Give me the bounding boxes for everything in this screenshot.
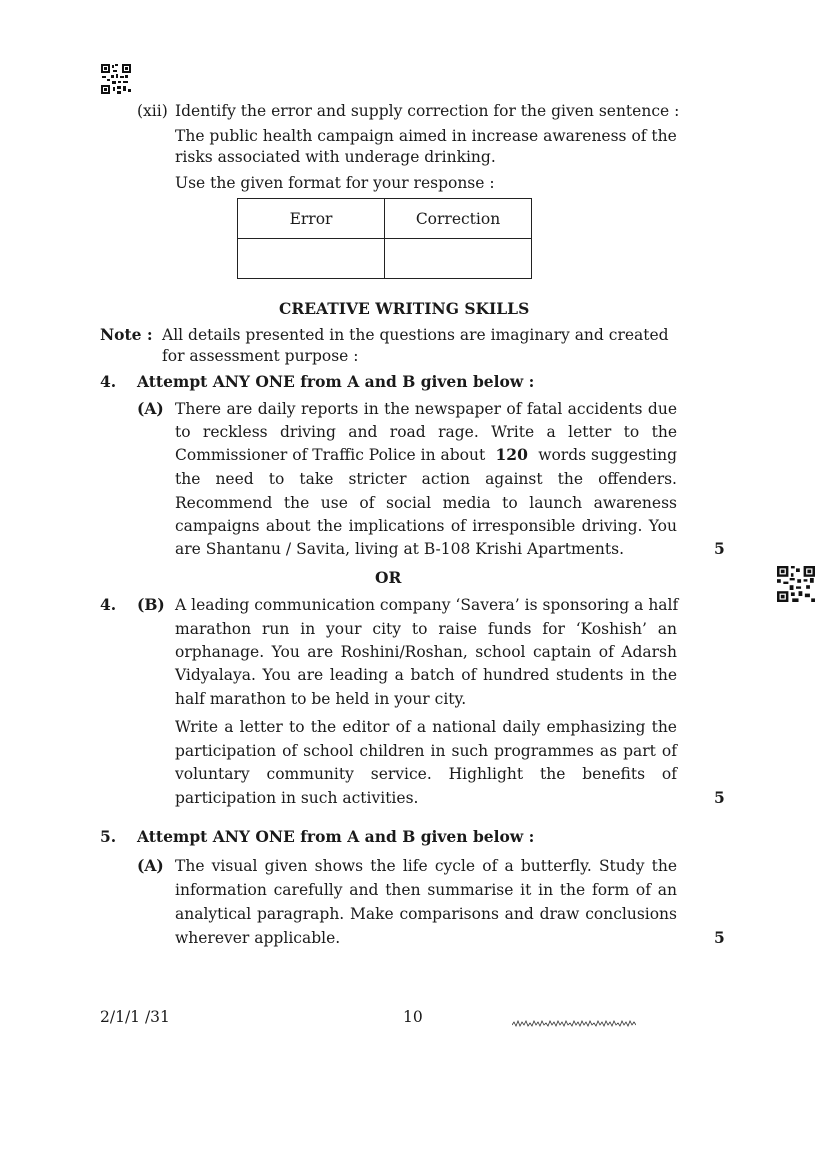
question-5a-label: (A) <box>137 856 164 875</box>
table-header-error: Error <box>238 199 385 239</box>
question-5a-line-2: information carefully and then summarise it in the form of an <box>175 881 677 899</box>
security-microtext-line <box>512 1015 636 1033</box>
question-4a-line-3 <box>175 444 677 466</box>
question-4b-line-6: Write a letter to the editor of a national daily emphasizing the <box>175 718 677 736</box>
question-4a-line-3-start: Commissioner of Traffic Police in about <box>175 446 486 464</box>
question-5-number: 5. <box>100 827 117 846</box>
question-4a-line-5: Recommend the use of social media to launch awareness <box>175 494 677 512</box>
table-cell-error <box>238 239 385 279</box>
question-5a-line-3: analytical paragraph. Make comparisons and draw conclusions <box>175 905 677 923</box>
question-5a-marks: 5 <box>714 928 725 947</box>
word-count: 120 <box>495 445 528 464</box>
question-5-heading: Attempt ANY ONE from A and B given below : <box>137 827 535 846</box>
question-4b-line-4: Vidyalaya. You are leading a batch of hundred students in the <box>175 666 677 684</box>
question-4b-number: 4. <box>100 595 117 614</box>
question-4a-line-1: There are daily reports in the newspaper of fatal accidents due <box>175 400 677 418</box>
paper-code: 2/1/1 /31 <box>100 1008 170 1026</box>
question-4b-line-3: orphanage. You are Roshini/Roshan, school captain of Adarsh <box>175 643 677 661</box>
question-5a-line-1: The visual given shows the life cycle of a butterfly. Study the <box>175 857 677 875</box>
question-4-heading: Attempt ANY ONE from A and B given below : <box>137 372 535 391</box>
question-4a-label: (A) <box>137 399 164 418</box>
question-xii-sentence-line-2: risks associated with underage drinking. <box>175 148 496 166</box>
question-4a-line-2: to reckless driving and road rage. Write a letter to the <box>175 423 677 441</box>
question-4b-label: (B) <box>137 595 165 614</box>
question-xii-format-note: Use the given format for your response : <box>175 174 495 192</box>
question-4b-line-8: voluntary community service. Highlight the benefits of <box>175 765 677 783</box>
note-label: Note : <box>100 325 153 344</box>
qr-code-side <box>777 566 815 602</box>
question-4b-line-5: half marathon to be held in your city. <box>175 690 467 708</box>
question-4b-line-1: A leading communication company ‘Savera’ is sponsoring a half <box>175 596 679 614</box>
question-xii-number: (xii) <box>137 102 168 120</box>
page-number: 10 <box>403 1008 423 1026</box>
question-5a-line-4: wherever applicable. <box>175 929 341 947</box>
response-table <box>237 198 532 279</box>
question-4a-line-6: campaigns about the implications of irresponsible driving. You <box>175 517 677 535</box>
note-line-1: All details presented in the questions are imaginary and created <box>162 326 669 344</box>
note-line-2: for assessment purpose : <box>162 347 359 365</box>
question-xii-sentence-line-1: The public health campaign aimed in increase awareness of the <box>175 127 677 145</box>
or-separator: OR <box>375 568 402 587</box>
question-4b-marks: 5 <box>714 788 725 807</box>
question-4-number: 4. <box>100 372 117 391</box>
question-4a-line-7: are Shantanu / Savita, living at B-108 Krishi Apartments. <box>175 540 624 558</box>
question-4b-line-9: participation in such activities. <box>175 789 419 807</box>
question-4a-line-3-end: words suggesting <box>538 446 677 464</box>
question-xii-instruction: Identify the error and supply correction for the given sentence : <box>175 102 680 120</box>
question-4a-marks: 5 <box>714 539 725 558</box>
question-4b-line-2: marathon run in your city to raise funds for ‘Koshish’ an <box>175 620 677 638</box>
table-cell-correction <box>385 239 532 279</box>
question-4a-line-4: the need to take stricter action against the offenders. <box>175 470 677 488</box>
qr-code-top <box>101 64 131 94</box>
question-4b-line-7: participation of school children in such programmes as part of <box>175 742 677 760</box>
table-header-correction: Correction <box>385 199 532 239</box>
section-title: CREATIVE WRITING SKILLS <box>279 299 530 318</box>
